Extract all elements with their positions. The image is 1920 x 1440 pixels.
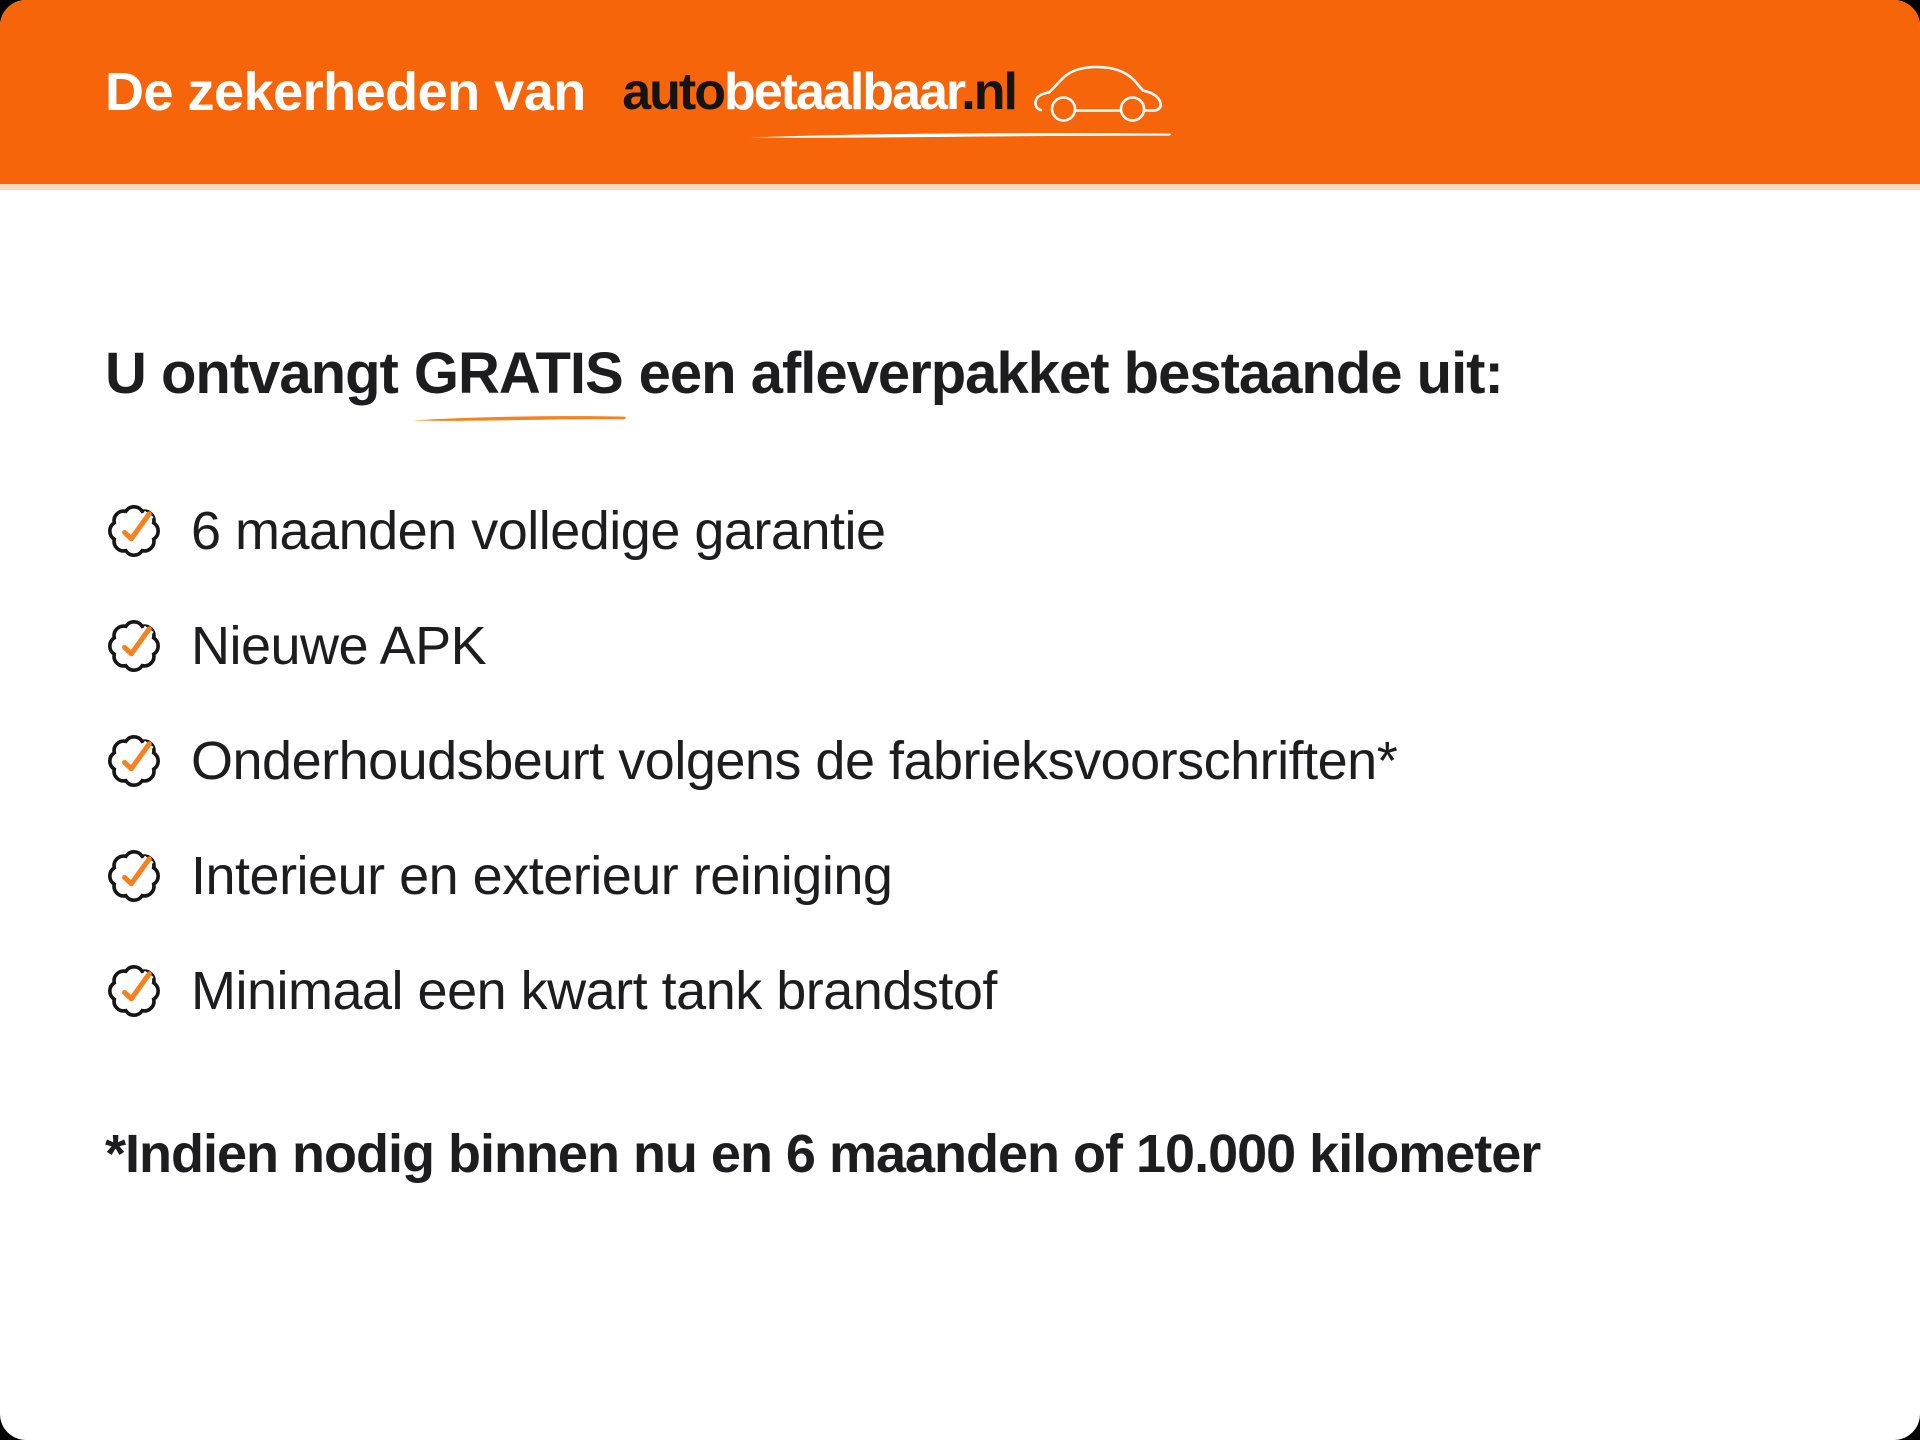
- gratis-underline-swoosh: [412, 412, 627, 423]
- brand-logo: [622, 61, 1166, 123]
- list-item: [105, 729, 1830, 793]
- brand-logo-text: [622, 62, 1016, 122]
- heading-highlight: [414, 340, 623, 407]
- heading-highlight-text: GRATIS: [413, 341, 623, 406]
- badge-check-icon: [105, 502, 163, 560]
- badge-check-icon: [105, 617, 163, 675]
- heading-post: een afleverpakket bestaande uit:: [638, 341, 1503, 406]
- car-icon: [1032, 61, 1166, 123]
- logo-underline-swoosh: [750, 130, 1172, 139]
- list-item: [105, 844, 1830, 908]
- benefits-list: [105, 499, 1830, 1023]
- section-heading: [105, 340, 1830, 407]
- list-item: [105, 499, 1830, 563]
- badge-check-icon: [105, 847, 163, 905]
- content-area: [0, 340, 1920, 1185]
- list-item-label: Minimaal een kwart tank brandstof: [191, 961, 997, 1021]
- list-item-label: Nieuwe APK: [191, 616, 487, 676]
- badge-check-icon: [105, 732, 163, 790]
- logo-part-betaalbaar: betaalbaar: [724, 63, 962, 121]
- heading-pre: U ontvangt: [105, 341, 398, 406]
- badge-check-icon: [105, 962, 163, 1020]
- logo-part-nl: .nl: [961, 63, 1016, 121]
- logo-part-auto: auto: [622, 63, 724, 121]
- header-banner: [0, 0, 1920, 190]
- footnote: *Indien nodig binnen nu en 6 maanden of 10.000 kilometer: [105, 1124, 1541, 1184]
- list-item: [105, 959, 1830, 1023]
- list-item-label: Interieur en exterieur reiniging: [191, 846, 893, 906]
- list-item: [105, 614, 1830, 678]
- header-title: De zekerheden van: [105, 62, 601, 122]
- list-item-label: 6 maanden volledige garantie: [191, 501, 886, 561]
- list-item-label: Onderhoudsbeurt volgens de fabrieksvoorschriften*: [191, 731, 1398, 791]
